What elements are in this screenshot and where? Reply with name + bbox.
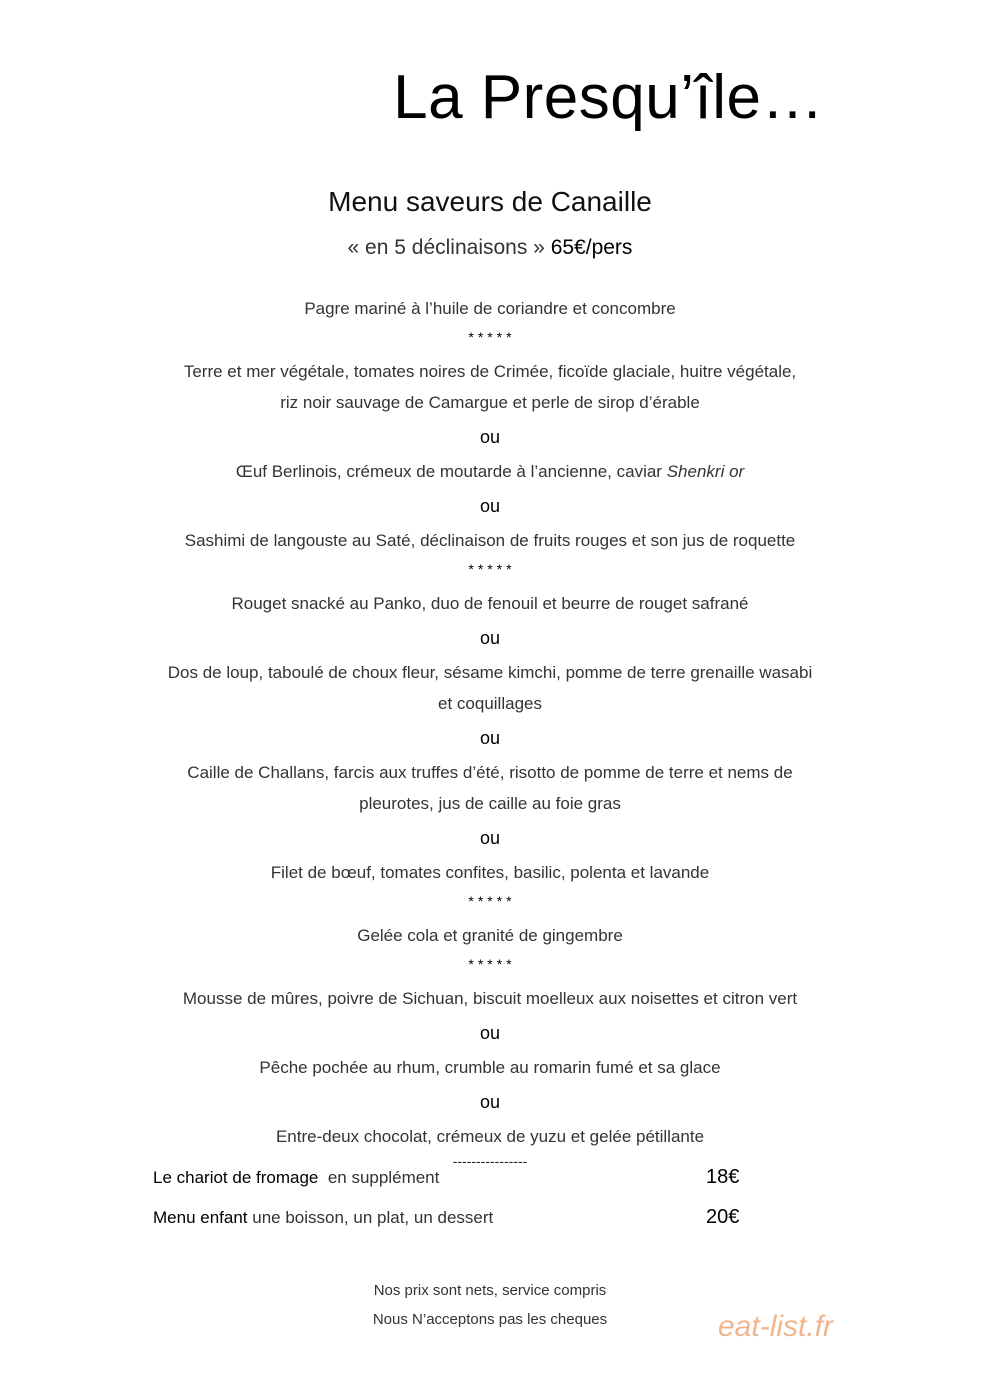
main-dish-1: Rouget snacké au Panko, duo de fenouil et beurre de rouget safrané — [231, 594, 749, 613]
course-separator: ***** — [468, 561, 516, 577]
or-label: ou — [479, 496, 501, 516]
main-dish-3 — [0, 757, 980, 819]
divider-dashes: ---------------- — [452, 1153, 528, 1169]
dessert-dish-3: Entre-deux chocolat, crémeux de yuzu et gelée pétillante — [275, 1127, 705, 1146]
course-separator: ***** — [468, 329, 516, 345]
extra-kids-menu — [153, 1208, 753, 1234]
or-label: ou — [479, 1092, 501, 1112]
pre-dessert-dish: Gelée cola et granité de gingembre — [357, 926, 623, 945]
extra-cheese — [153, 1168, 753, 1194]
main-dish-3-line2: pleurotes, jus de caille au foie gras — [359, 794, 621, 813]
or-label: ou — [479, 728, 501, 748]
dessert-dish-2: Pêche pochée au rhum, crumble au romarin fumé et sa glace — [259, 1058, 721, 1077]
main-dish-4: Filet de bœuf, tomates confites, basilic, polenta et lavande — [270, 863, 710, 882]
course-list — [0, 293, 980, 1168]
entree-dish-3: Sashimi de langouste au Saté, déclinaison de fruits rouges et son jus de roquette — [184, 531, 796, 550]
starter-dish: Pagre mariné à l’huile de coriandre et concombre — [304, 299, 676, 318]
or-label: ou — [479, 427, 501, 447]
entree-dish-1-line1: Terre et mer végétale, tomates noires de Crimée, ficoïde glaciale, huitre végétale, — [183, 362, 797, 381]
menu-subtitle — [0, 236, 980, 260]
course-separator: ***** — [468, 956, 516, 972]
menu-price: 65€/pers — [550, 236, 633, 259]
menu-title: Menu saveurs de Canaille — [328, 186, 652, 217]
or-label: ou — [479, 628, 501, 648]
main-dish-2-line1: Dos de loup, taboulé de choux fleur, sésame kimchi, pomme de terre grenaille wasabi — [167, 663, 813, 682]
entree-dish-1-line2: riz noir sauvage de Camargue et perle de sirop d’érable — [280, 393, 700, 412]
entree-dish-2-italic: Shenkri or — [666, 462, 745, 481]
or-label: ou — [479, 828, 501, 848]
extra-name: Le chariot de fromage — [153, 1168, 319, 1187]
main-dish-2-line2: et coquillages — [438, 694, 542, 713]
entree-dish-1 — [0, 356, 980, 418]
course-separator: ***** — [468, 893, 516, 909]
entree-dish-2-text: Œuf Berlinois, crémeux de moutarde à l’ancienne, caviar — [235, 462, 662, 481]
restaurant-name: La Presqu’île… — [393, 63, 824, 132]
extra-desc: une boisson, un plat, un dessert — [252, 1208, 494, 1227]
or-label: ou — [479, 1023, 501, 1043]
dessert-dish-1: Mousse de mûres, poivre de Sichuan, biscuit moelleux aux noisettes et citron vert — [182, 989, 798, 1008]
menu-declinaisons: « en 5 déclinaisons » — [347, 236, 545, 259]
entree-dish-2 — [0, 456, 980, 487]
main-dish-2 — [0, 657, 980, 719]
extra-price: 18€ — [706, 1166, 740, 1188]
main-dish-3-line1: Caille de Challans, farcis aux truffes d’été, risotto de pomme de terre et nems de — [187, 763, 793, 782]
footer-line-prices: Nos prix sont nets, service compris — [373, 1282, 607, 1299]
extra-name: Menu enfant — [153, 1208, 248, 1227]
extra-price: 20€ — [706, 1206, 740, 1228]
footer-line-cheques: Nous N’acceptons pas les cheques — [372, 1311, 608, 1328]
watermark: eat-list.fr — [718, 1310, 834, 1343]
extra-desc: en supplément — [327, 1168, 440, 1187]
